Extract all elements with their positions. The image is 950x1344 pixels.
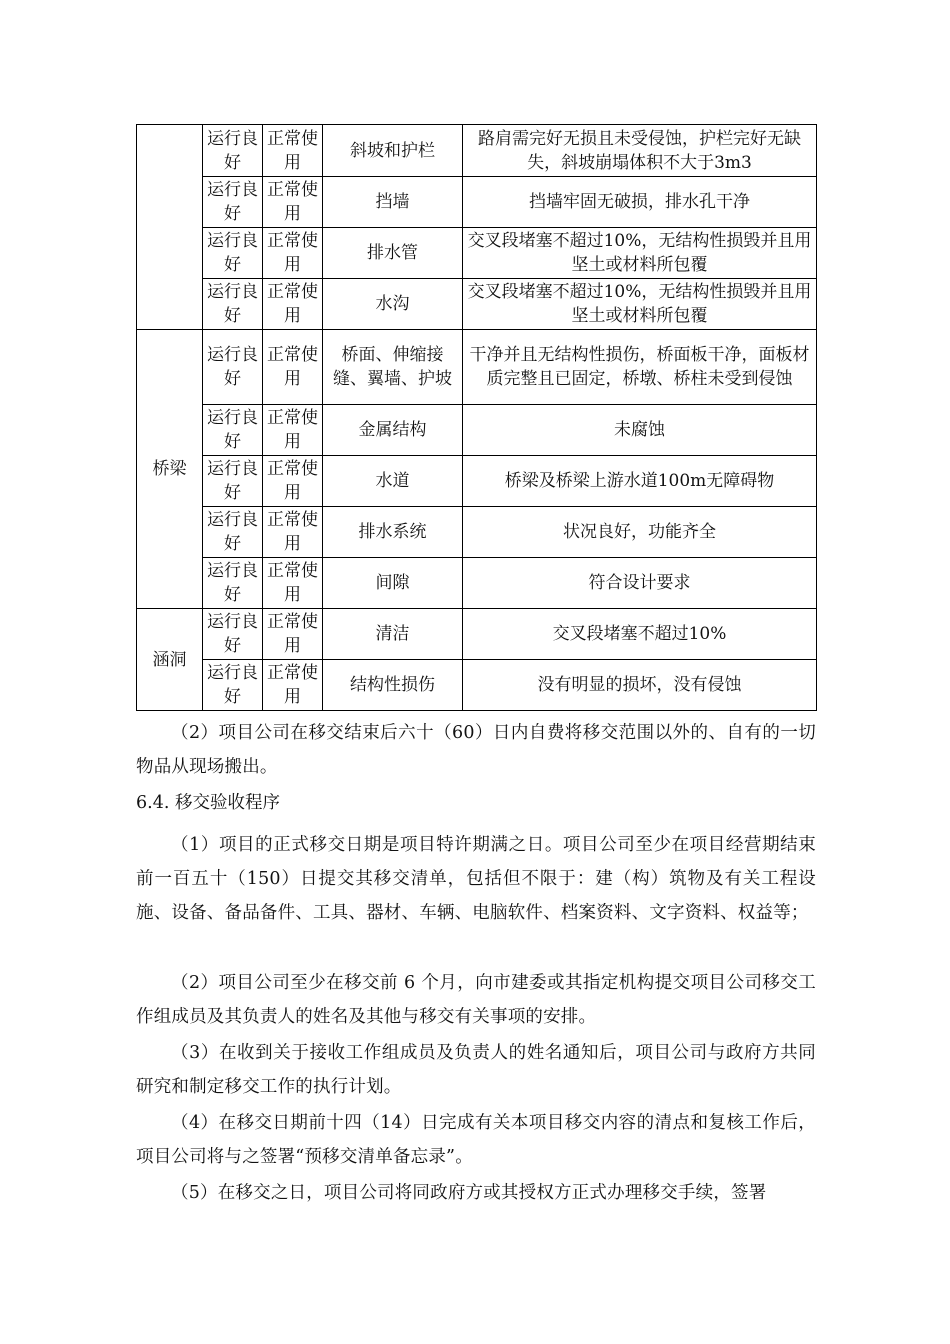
status-cell: 运行良好 [203,228,263,279]
paragraph-1: （1）项目的正式移交日期是项目特许期满之日。项目公司至少在项目经营期结束前一百五十（150）日提交其移交清单，包括但不限于：建（构）筑物及有关工程设施、设备、备品备件、工具、器材、车辆、电脑软件、档案资料、文字资料、权益等； [136,835,816,923]
usage-cell: 正常使用 [263,558,323,609]
item-cell: 桥面、伸缩接缝、翼墙、护坡 [323,330,463,405]
usage-cell: 正常使用 [263,405,323,456]
table-row [137,125,817,177]
requirement-cell: 状况良好，功能齐全 [463,507,817,558]
paragraph-2: （2）项目公司至少在移交前 6 个月，向市建委或其指定机构提交项目公司移交工作组成员及其负责人的姓名及其他与移交有关事项的安排。 [136,973,816,1027]
usage-cell: 正常使用 [263,330,323,405]
status-cell: 运行良好 [203,405,263,456]
item-cell: 水沟 [323,279,463,330]
item-cell: 结构性损伤 [323,660,463,711]
requirement-cell: 路肩需完好无损且未受侵蚀，护栏完好无缺失，斜坡崩塌体积不大于3m3 [463,125,817,177]
table-row [137,609,817,660]
status-cell: 运行良好 [203,507,263,558]
status-cell: 运行良好 [203,125,263,177]
status-cell: 运行良好 [203,456,263,507]
table-row [137,558,817,609]
table-row [137,177,817,228]
requirement-cell: 没有明显的损坏，没有侵蚀 [463,660,817,711]
usage-cell: 正常使用 [263,609,323,660]
category-cell-road [137,125,203,330]
item-cell: 水道 [323,456,463,507]
item-cell: 挡墙 [323,177,463,228]
status-cell: 运行良好 [203,279,263,330]
item-cell: 排水系统 [323,507,463,558]
item-cell: 排水管 [323,228,463,279]
paragraph-3: （3）在收到关于接收工作组成员及负责人的姓名通知后，项目公司与政府方共同研究和制定移交工作的执行计划。 [136,1043,816,1097]
handover-standards-table [136,124,817,711]
status-cell: 运行良好 [203,558,263,609]
usage-cell: 正常使用 [263,456,323,507]
item-cell: 清洁 [323,609,463,660]
requirement-cell: 交叉段堵塞不超过10%，无结构性损毁并且用坚土或材料所包覆 [463,279,817,330]
requirement-cell: 挡墙牢固无破损，排水孔干净 [463,177,817,228]
requirement-cell: 未腐蚀 [463,405,817,456]
category-cell-bridge: 桥梁 [137,330,203,609]
category-cell-culvert: 涵洞 [137,609,203,711]
paragraph-5: （5）在移交之日，项目公司将同政府方或其授权方正式办理移交手续，签署 [171,1183,767,1203]
paragraph-4: （4）在移交日期前十四（14）日完成有关本项目移交内容的清点和复核工作后，项目公司将与之签署“预移交清单备忘录”。 [136,1113,816,1167]
table-row [137,507,817,558]
status-cell: 运行良好 [203,660,263,711]
table-row [137,330,817,405]
requirement-cell: 交叉段堵塞不超过10%，无结构性损毁并且用坚土或材料所包覆 [463,228,817,279]
usage-cell: 正常使用 [263,660,323,711]
requirement-cell: 干净并且无结构性损伤，桥面板干净，面板材质完整且已固定，桥墩、桥柱未受到侵蚀 [463,330,817,405]
table-row [137,456,817,507]
status-cell: 运行良好 [203,330,263,405]
status-cell: 运行良好 [203,177,263,228]
usage-cell: 正常使用 [263,177,323,228]
item-cell: 斜坡和护栏 [323,125,463,177]
section-heading: 6.4. 移交验收程序 [136,793,280,813]
paragraph-removal: （2）项目公司在移交结束后六十（60）日内自费将移交范围以外的、自有的一切物品从现场搬出。 [136,723,816,777]
usage-cell: 正常使用 [263,125,323,177]
table-row [137,279,817,330]
table-row [137,660,817,711]
requirement-cell: 交叉段堵塞不超过10% [463,609,817,660]
item-cell: 金属结构 [323,405,463,456]
requirement-cell: 桥梁及桥梁上游水道100m无障碍物 [463,456,817,507]
usage-cell: 正常使用 [263,507,323,558]
usage-cell: 正常使用 [263,228,323,279]
status-cell: 运行良好 [203,609,263,660]
requirement-cell: 符合设计要求 [463,558,817,609]
item-cell: 间隙 [323,558,463,609]
usage-cell: 正常使用 [263,279,323,330]
table-row [137,228,817,279]
table-row [137,405,817,456]
